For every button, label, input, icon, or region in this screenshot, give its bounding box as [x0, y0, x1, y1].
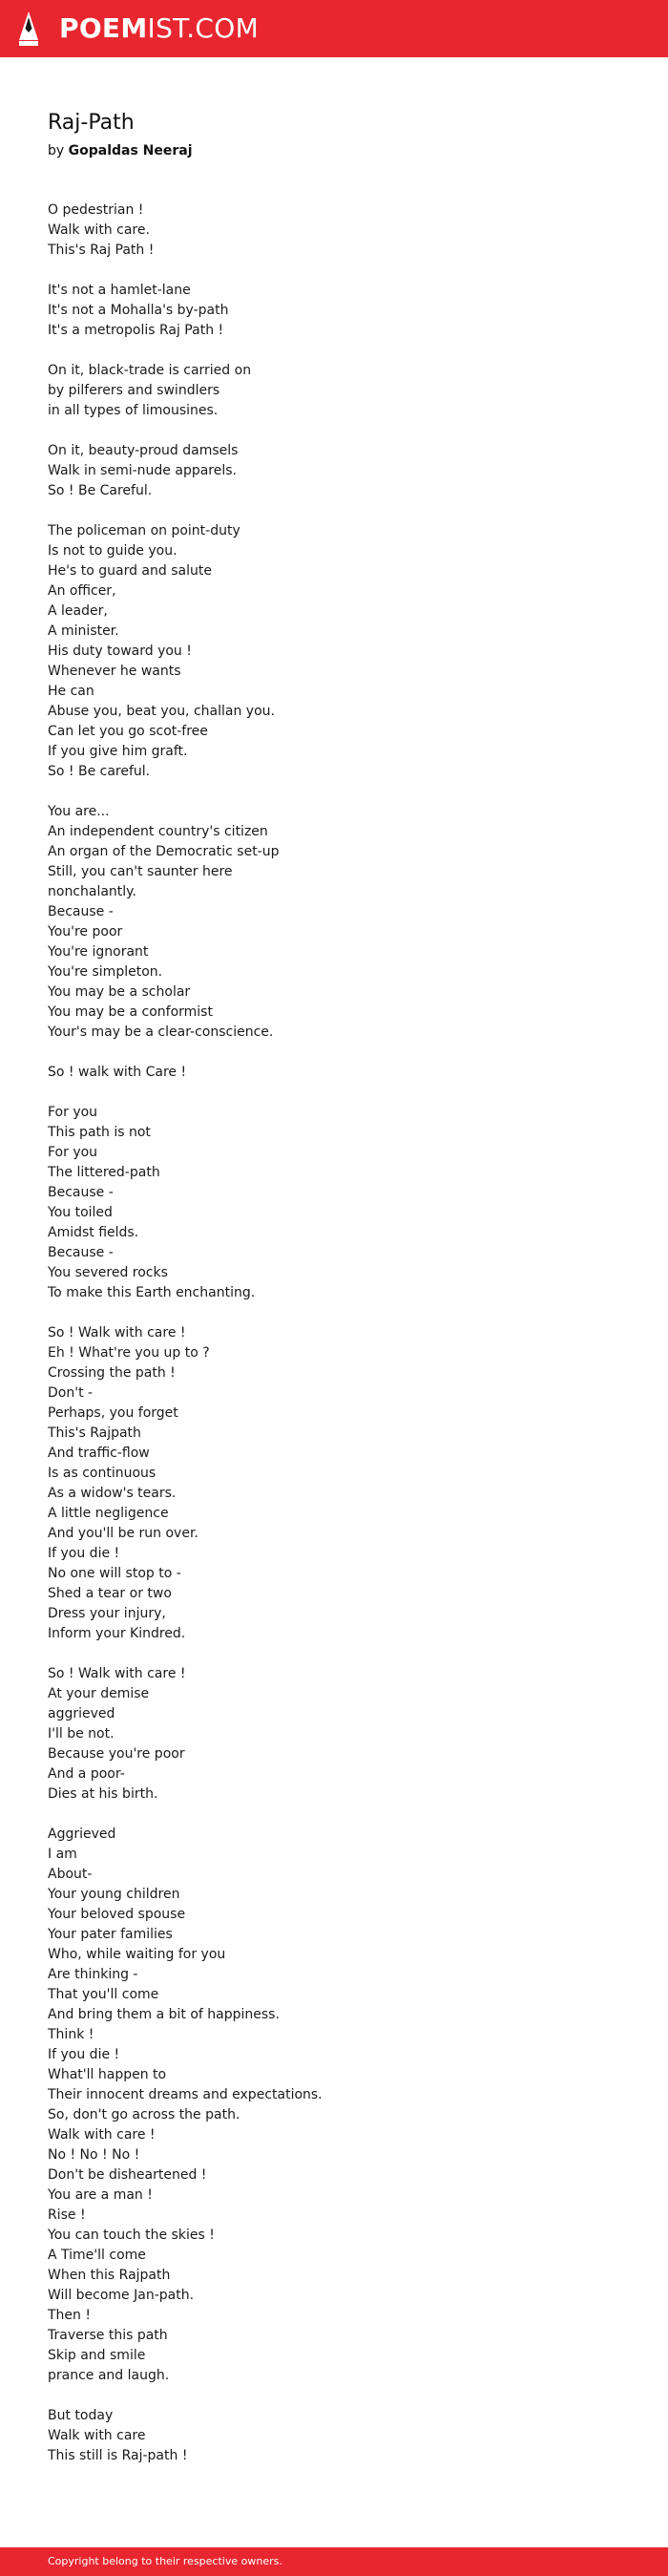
poem-line: Is not to guide you. — [48, 543, 177, 559]
author-name[interactable]: Gopaldas Neeraj — [68, 143, 193, 158]
poem-line: For you — [48, 1105, 98, 1120]
poem-line: This still is Raj-path ! — [48, 2448, 188, 2463]
poem-stanza — [48, 281, 620, 341]
poem-line: It's not a hamlet-lane — [48, 283, 191, 298]
poem-line: No one will stop to - — [48, 1566, 181, 1581]
poem-title: Raj-Path — [48, 111, 135, 135]
poem-line: He can — [48, 684, 94, 699]
poem-line: Aggrieved — [48, 1826, 116, 1842]
poem-line: Is as continuous — [48, 1466, 157, 1481]
poem-line: And traffic-flow — [48, 1446, 150, 1461]
poem-line: You can touch the skies ! — [48, 2228, 215, 2243]
poem-stanza — [48, 2406, 620, 2466]
poem-line: So ! walk with Care ! — [48, 1065, 187, 1080]
poem-line: When this Rajpath — [48, 2268, 171, 2283]
poem-line: The littered-path — [48, 1165, 160, 1180]
poem-stanza — [48, 1323, 620, 1644]
poem-line: Your pater families — [48, 1927, 173, 1942]
poem-line: Because - — [48, 1185, 114, 1200]
poem-body — [48, 201, 620, 2486]
poem-line: As a widow's tears. — [48, 1486, 177, 1501]
poem-line: Still, you can't saunter here — [48, 864, 233, 879]
poem-line: A Time'll come — [48, 2248, 146, 2263]
poem-line: Because - — [48, 1245, 114, 1260]
pen-nib-icon[interactable] — [17, 10, 40, 48]
poem-line: nonchalantly. — [48, 884, 136, 899]
poem-line: Crossing the path ! — [48, 1365, 176, 1381]
poem-line: So ! Be Careful. — [48, 483, 153, 498]
poem-line: in all types of limousines. — [48, 403, 219, 418]
poem-line: You may be a conformist — [48, 1004, 213, 1020]
poem-line: You are a man ! — [48, 2187, 153, 2203]
poem-line: If you die ! — [48, 2047, 120, 2062]
poem-line: It's not a Mohalla's by-path — [48, 303, 229, 318]
poem-line: Their innocent dreams and expectations. — [48, 2087, 323, 2102]
poem-line: No ! No ! No ! — [48, 2147, 140, 2163]
poem-line: This's Rajpath — [48, 1425, 141, 1441]
poem-line: If you die ! — [48, 1546, 120, 1561]
poem-line: A little negligence — [48, 1506, 169, 1521]
poem-line: But today — [48, 2408, 114, 2423]
poem-line: An officer, — [48, 583, 116, 599]
site-logo[interactable] — [59, 12, 259, 45]
poem-line: Think ! — [48, 2027, 94, 2042]
logo-text-light: IST.COM — [147, 12, 260, 44]
poem-line: Dress your injury, — [48, 1606, 166, 1621]
poem-stanza — [48, 1063, 620, 1083]
poem-line: On it, beauty-proud damsels — [48, 443, 239, 458]
poem-line: You're simpleton. — [48, 964, 163, 980]
poem-line: An organ of the Democratic set-up — [48, 844, 280, 859]
poem-line: Skip and smile — [48, 2348, 146, 2363]
poem-line: And bring them a bit of happiness. — [48, 2007, 280, 2022]
poem-line: Whenever he wants — [48, 664, 181, 679]
poem-line: The policeman on point-duty — [48, 523, 240, 538]
poem-line: You're ignorant — [48, 944, 149, 960]
poem-line: Walk with care. — [48, 222, 150, 238]
poem-line: At your demise — [48, 1686, 150, 1701]
poem-line: prance and laugh. — [48, 2368, 170, 2383]
poem-stanza — [48, 1825, 620, 2386]
poem-line: Abuse you, beat you, challan you. — [48, 704, 275, 719]
site-header — [0, 0, 668, 57]
poem-line: Don't be disheartened ! — [48, 2167, 207, 2183]
poem-line: Walk in semi-nude apparels. — [48, 463, 237, 478]
poem-line: Dies at his birth. — [48, 1786, 158, 1802]
poem-line: If you give him graft. — [48, 744, 188, 759]
poem-line: So ! Walk with care ! — [48, 1666, 186, 1681]
poem-line: Because you're poor — [48, 1746, 185, 1762]
logo-text-bold: POEM — [59, 12, 148, 44]
poem-line: Eh ! What're you up to ? — [48, 1345, 210, 1361]
poem-line: Can let you go scot-free — [48, 724, 208, 739]
poem-line: A leader, — [48, 603, 108, 619]
poem-line: An independent country's citizen — [48, 824, 268, 839]
poem-line: Who, while waiting for you — [48, 1947, 226, 1962]
poem-line: Walk with care ! — [48, 2127, 156, 2143]
poem-line: Don't - — [48, 1385, 94, 1401]
poem-line: A minister. — [48, 623, 119, 639]
poem-line: Rise ! — [48, 2207, 86, 2223]
poem-line: You toiled — [48, 1205, 113, 1220]
poem-line: You are... — [48, 804, 110, 819]
poem-line: I am — [48, 1847, 77, 1862]
byline — [48, 141, 193, 160]
copyright-notice: Copyright belong to their respective owners. — [48, 2555, 282, 2567]
poem-line: Your's may be a clear-conscience. — [48, 1024, 274, 1040]
poem-stanza — [48, 521, 620, 782]
poem-line: Inform your Kindred. — [48, 1626, 186, 1641]
poem-line: Are thinking - — [48, 1967, 138, 1982]
site-footer — [0, 2547, 668, 2576]
poem-line: To make this Earth enchanting. — [48, 1285, 256, 1300]
poem-line: Amidst fields. — [48, 1225, 139, 1240]
poem-line: O pedestrian ! — [48, 202, 144, 218]
poem-line: by pilferers and swindlers — [48, 383, 220, 398]
poem-line: So ! Walk with care ! — [48, 1325, 186, 1341]
poem-line: What'll happen to — [48, 2067, 167, 2082]
poem-line: It's a metropolis Raj Path ! — [48, 323, 224, 338]
poem-stanza — [48, 802, 620, 1043]
poem-line: His duty toward you ! — [48, 644, 192, 659]
poem-line: aggrieved — [48, 1706, 115, 1721]
poem-line: Perhaps, you forget — [48, 1405, 178, 1421]
poem-line: This's Raj Path ! — [48, 243, 155, 258]
poem-line: Shed a tear or two — [48, 1586, 172, 1601]
poem-line: On it, black-trade is carried on — [48, 363, 252, 378]
poem-line: Your young children — [48, 1887, 180, 1902]
poem-line: And you'll be run over. — [48, 1526, 198, 1541]
poem-line: So, don't go across the path. — [48, 2107, 240, 2122]
poem-line: Will become Jan-path. — [48, 2288, 195, 2303]
poem-line: Because - — [48, 904, 114, 919]
poem-line: For you — [48, 1145, 98, 1160]
poem-line: I'll be not. — [48, 1726, 115, 1742]
poem-line: He's to guard and salute — [48, 563, 212, 579]
poem-line: Traverse this path — [48, 2328, 168, 2343]
poem-line: Then ! — [48, 2308, 91, 2323]
poem-line: You may be a scholar — [48, 984, 191, 1000]
poem-line: About- — [48, 1867, 93, 1882]
poem-line: So ! Be careful. — [48, 764, 151, 779]
poem-line: And a poor- — [48, 1766, 125, 1782]
poem-stanza — [48, 361, 620, 421]
poem-stanza — [48, 1103, 620, 1303]
poem-stanza — [48, 441, 620, 501]
poem-line: This path is not — [48, 1125, 151, 1140]
poem-line: Your beloved spouse — [48, 1907, 186, 1922]
poem-stanza — [48, 201, 620, 261]
poem-line: You severed rocks — [48, 1265, 168, 1280]
by-label: by — [48, 143, 65, 158]
poem-line: Walk with care — [48, 2428, 146, 2443]
poem-line: That you'll come — [48, 1987, 159, 2002]
poem-stanza — [48, 1664, 620, 1805]
poem-line: You're poor — [48, 924, 123, 940]
